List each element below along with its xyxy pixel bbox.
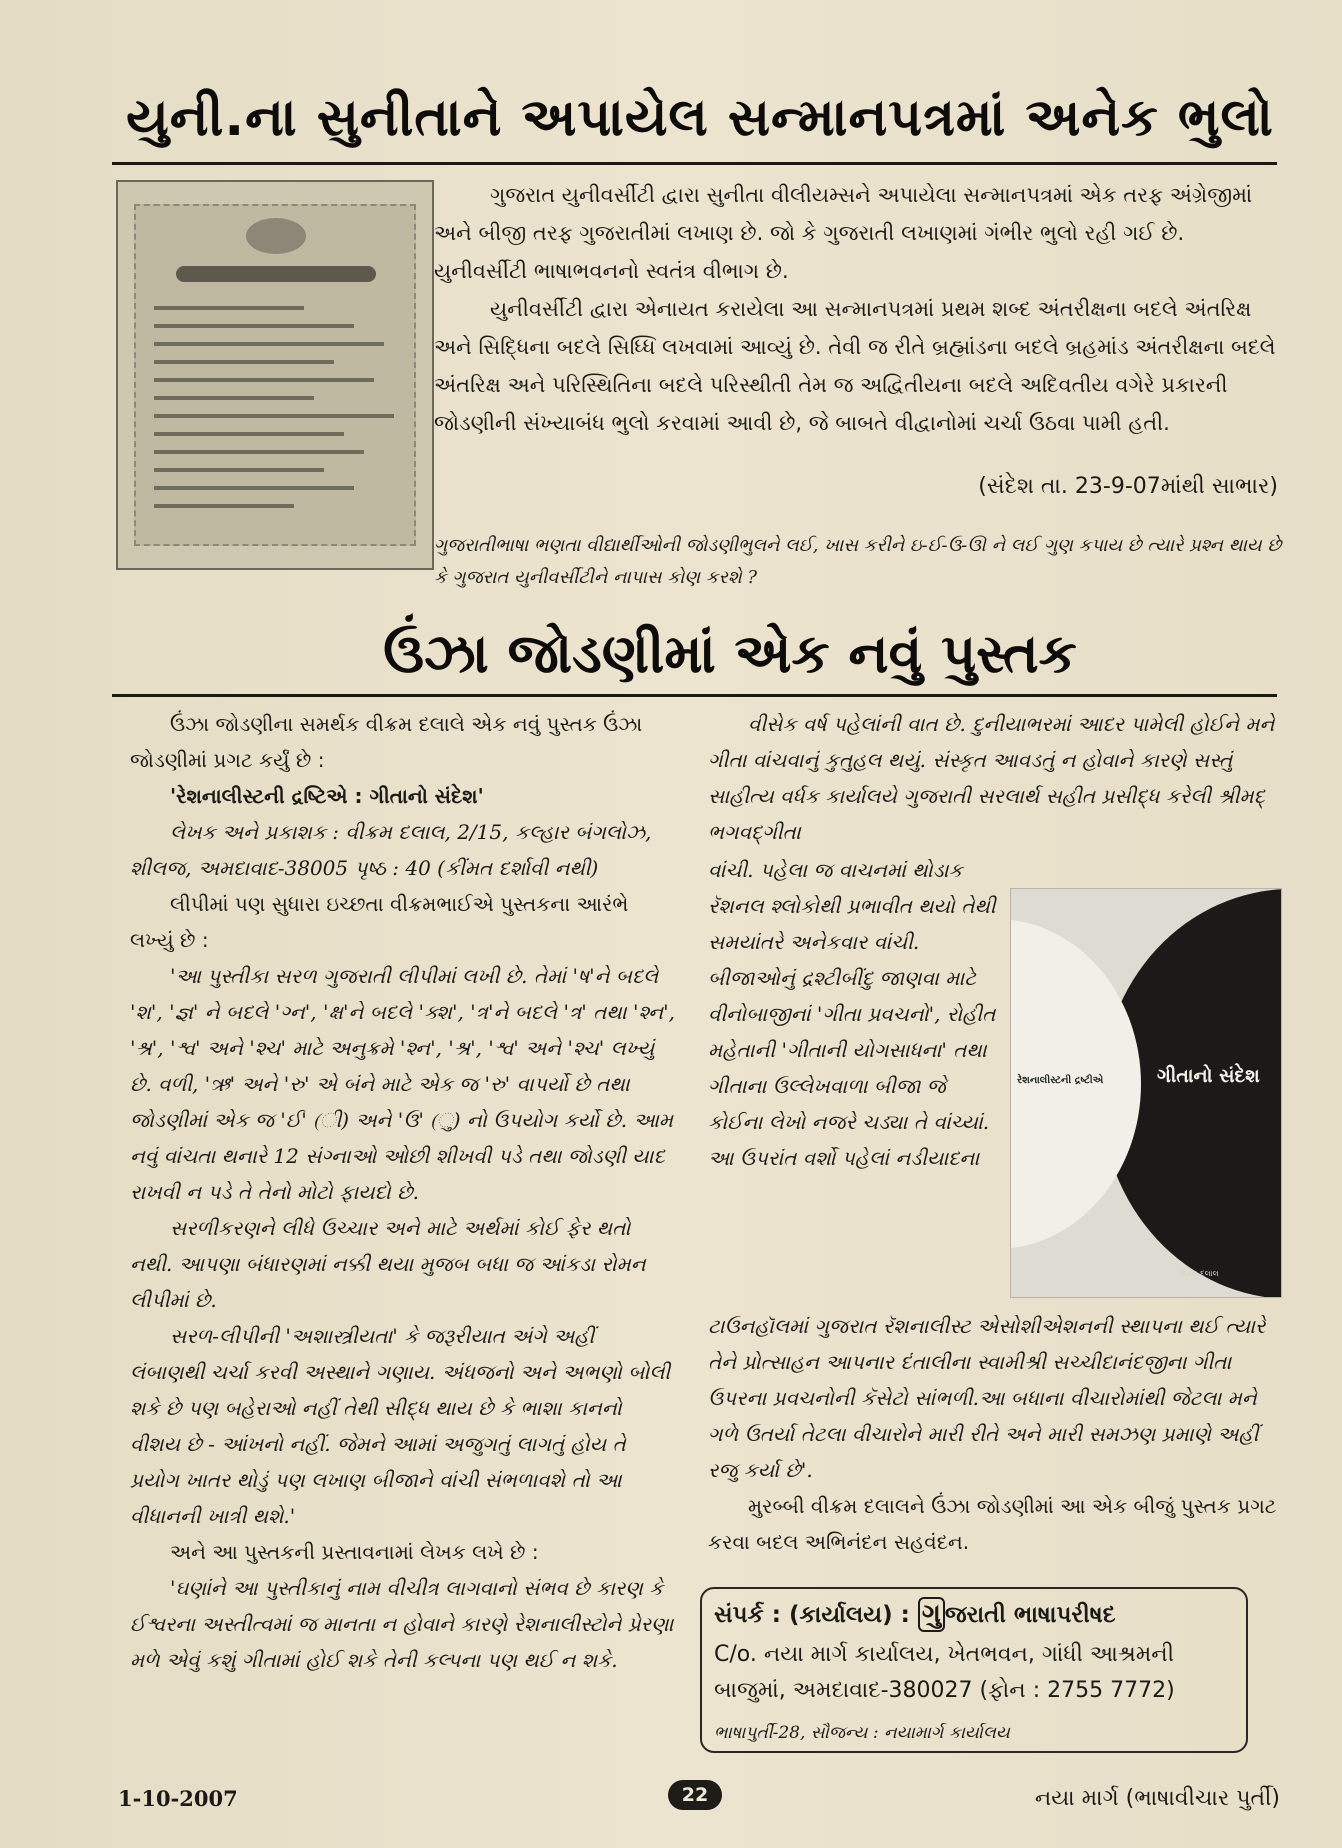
org-name: જરાતી ભાષાપરીષદ [944, 1602, 1116, 1628]
contact-label: સંપર્ક : (કાર્યાલય) : [714, 1602, 910, 1628]
book-cover-author: વીક્રમ દલાલ [1179, 1269, 1219, 1278]
book-cover-subtitle: રેશનાલીસ્ટની દ્રષ્ટીએ [1017, 1075, 1104, 1086]
page-number: 22 [668, 1780, 722, 1810]
certificate-text-line [154, 306, 304, 310]
book-cover-image [1010, 888, 1282, 1298]
certificate-text-line [154, 378, 374, 382]
certificate-text-line [154, 450, 364, 454]
certificate-title-bar [176, 266, 376, 282]
certificate-text-line [154, 432, 344, 436]
article1-caption: ગુજરાતીભાષા ભણતા વીદ્યાર્થીઓની જોડણીભુલને લઈ, ખાસ કરીને ઇ-ઈ-ઉ-ઊ ને લઈ ગુણ કપાય છે ત્યારે પ્રશ્ન થાય છે કે ગુજરાત યુનીવર્સીટીને નાપાસ કોણ કરશે ? [434, 535, 1282, 588]
footer-date: 1-10-2007 [118, 1786, 238, 1811]
right-column-bottom [708, 1308, 1283, 1560]
left-paragraph-7: અને આ પુસ્તકની પ્રસ્તાવનામાં લેખક લખે છે : [170, 1540, 539, 1564]
contact-heading [714, 1597, 1116, 1632]
right-paragraph-1: વીસેક વર્ષ પહેલાંની વાત છે. દુનીયાભરમાં આદર પામેલી હોઈને મને ગીતા વાંચવાનું કુતુહલ થયું. સંસ્કૃત આવડતું ન હોવાને કારણે સસ્તું સાહીત્ય વર્ધક કાર્યાલયે ગુજરાતી સરલાર્થ સહીત પ્રસીદ્ધ કરેલી શ્રીમદ્ ભગવદ્ગીતા [708, 712, 1275, 844]
left-column [130, 706, 675, 1678]
article1-paragraph-1: ગુજરાત યુનીવર્સીટી દ્વારા સુનીતા વીલીયમ્સને અપાયેલા સન્માનપત્રમાં એક તરફ અંગ્રેજીમાં અને બીજી તરફ ગુજરાતીમાં લખાણ છે. જો કે ગુજરાતી લખાણમાં ગંભીર ભુલો રહી ગઈ છે. યુનીવર્સીટી ભાષાભવનનો સ્વતંત્ર વીભાગ છે. [434, 183, 1253, 283]
left-paragraph-1: ઉંઝા જોડણીના સમર્થક વીક્રમ દલાલે એક નવું પુસ્તક ઉંઝા જોડણીમાં પ્રગટ કર્યું છે : [130, 712, 643, 772]
book-details: લેખક અને પ્રકાશક : વીક્રમ દલાલ, 2/15, કલ્હાર બંગલોઝ, શીલજ, અમદાવાદ-38005 પૃષ્ઠ : 40 (કીંમત દર્શાવી નથી) [130, 820, 652, 880]
certificate-text-line [154, 468, 324, 472]
contact-address: C/o. નયા માર્ગ કાર્યાલય, ખેતભવન, ગાંધી આશ્રમની બાજુમાં, અમદાવાદ-380027 (ફોન : 2755 7772) [714, 1642, 1175, 1703]
certificate-border [134, 204, 416, 546]
right-column-wrap [708, 852, 1000, 1176]
certificate-image [116, 180, 434, 570]
book-title-line: 'રેશનાલીસ્ટની દ્રષ્ટિએ : ગીતાનો સંદેશ' [170, 784, 484, 808]
left-paragraph-6: સરળ-લીપીની 'અશાસ્ત્રીયતા' કે જરૂરીયાત અંગે અહીં લંબાણથી ચર્ચા કરવી અસ્થાને ગણાય. અંધજનો અને અભણો બોલી શકે છે પણ બહેરાઓ નહીં તેથી સીદ્ધ થાય છે કે ભાશા કાનનો વીશય છે - આંખનો નહીં. જેમને આમાં અજુગતું લાગતું હોય તે પ્રયોગ ખાતર થોડું પણ લખાણ બીજાને વાંચી સંભળાવશે તો આ વીધાનની ખાત્રી થશે.' [130, 1324, 671, 1528]
certificate-text-line [154, 486, 354, 490]
article2-headline: ઉંઝા જોડણીમાં એક નવું પુસ્તક [383, 622, 1077, 685]
right-paragraph-1b: વાંચી. પહેલા જ વાચનમાં થોડાક રૅશનલ શ્લોકોથી પ્રભાવીત થયો તેથી સમયાંતરે અનેકવાર વાંચી. બીજાઓનું દ્રશ્ટીબીંદુ જાણવા માટે વીનોબાજીનાં 'ગીતા પ્રવચનો', રોહીત મહેતાની 'ગીતાની યોગસાધના' તથા ગીતાના ઉલ્લેખવાળા બીજા જે કોઈના લેખો નજરે ચડ્યા તે વાંચ્યાં. આ ઉપરાંત વર્શો પહેલાં નડીયાદના [708, 858, 996, 1170]
right-paragraph-2: ટાઉનહૉલમાં ગુજરાત રૅશનાલીસ્ટ એસોશીએશનની સ્થાપના થઈ ત્યારે તેને પ્રોત્સાહન આપનાર દંતાલીના સ્વામીશ્રી સચ્ચીદાનંદજીના ગીતા ઉપરના પ્રવચનોની કૅસેટો સાંભળી.આ બધાના વીચારોમાંથી જેટલા મને ગળે ઉતર્યા તેટલા વીચારોને મારી રીતે અને મારી સમઝણ પ્રમાણે અહીં રજુ કર્યા છે'. [708, 1314, 1266, 1482]
org-initial: ગુ [918, 1597, 945, 1632]
publication-name: નયા માર્ગ (ભાષાવીચાર પુર્તી) [1034, 1786, 1280, 1811]
left-paragraph-5: સરળીકરણને લીધે ઉચ્ચાર અને માટે અર્થમાં કોઈ ફેર થતો નથી. આપણા બંધારણમાં નક્કી થયા મુજબ બધા જ આંકડા રોમન લીપીમાં છે. [130, 1216, 646, 1312]
contact-footnote: ભાષાપુર્તી-28, સૌજન્ય : નયામાર્ગ કાર્યાલય [714, 1723, 1010, 1743]
left-paragraph-8: 'ઘણાંને આ પુસ્તીકાનું નામ વીચીત્ર લાગવાનો સંભવ છે કારણ કે ઈશ્વરના અસ્તીત્વમાં જ માનતા ન હોવાને કારણે રેશનાલીસ્ટોને પ્રેરણા મળે એવું કશું ગીતામાં હોઈ શકે તેની કલ્પના પણ થઈ ન શકે. [130, 1576, 674, 1672]
right-paragraph-3: મુરબ્બી વીક્રમ દલાલને ઉંઝા જોડણીમાં આ એક બીજું પુસ્તક પ્રગટ કરવા બદલ અભિનંદન સહવંદન. [708, 1494, 1277, 1554]
headline-rule-1 [112, 162, 1277, 165]
article1-headline: યુની.ના સુનીતાને અપાયેલ સન્માનપત્રમાં અનેક ભુલો [126, 88, 1274, 148]
headline-rule-2 [112, 694, 1277, 697]
certificate-text-line [154, 360, 334, 364]
right-column-top [708, 706, 1283, 850]
certificate-seal-icon [246, 218, 306, 254]
left-paragraph-4: 'આ પુસ્તીકા સરળ ગુજરાતી લીપીમાં લખી છે. તેમાં 'ષ'ને બદલે 'શ', 'જ્ઞ' ને બદલે 'ગ્ન', 'ક્ષ'ને બદલે 'ક્શ', 'ત્ર'ને બદલે 'ત્ર' તથા 'શ્ન', 'શ્ર', 'શ્વ' અને 'શ્ચ' માટે અનુક્રમે 'શ્ન', 'શ્ર', 'શ્વ' અને 'શ્ચ' લખ્યું છે. વળી, 'ઋ' અને 'રુ' એ બંને માટે એક જ 'રુ' વાપર્યો છે તથા જોડણીમાં એક જ 'ઈ' (ી) અને 'ઉ' (ુ) નો ઉપયોગ કર્યો છે. આમ નવું વાંચતા થનારે 12 સંગ્નાઓ ઓછી શીખવી પડે તથા જોડણી યાદ રાખવી ન પડે તે તેનો મોટો ફાયદો છે. [130, 964, 675, 1204]
left-paragraph-3: લીપીમાં પણ સુધારા ઇચ્છતા વીક્રમભાઈએ પુસ્તકના આરંભે લખ્યું છે : [130, 892, 629, 952]
certificate-text-line [154, 342, 384, 346]
book-cover-title: ગીતાનો સંદેશ [1157, 1065, 1260, 1087]
certificate-text-line [154, 324, 354, 328]
article1-paragraph-2: યુનીવર્સીટી દ્વારા એનાયત કરાયેલા આ સન્માનપત્રમાં પ્રથમ શબ્દ અંતરીક્ષના બદલે અંતરિક્ષ અને સિદ્ધિના બદલે સિધ્ધિ લખવામાં આવ્યું છે. તેવી જ રીતે બ્રહ્માંડના બદલે બ્રહમાંડ અંતરીક્ષના બદલે અંતરિક્ષ અને પરિસ્થિતિના બદલે પરિસ્થીતી તેમ જ અદ્વિતીયના બદલે અદિવતીય વગેરે પ્રકારની જોડણીની સંખ્યાબંધ ભુલો કરવામાં આવી છે, જે બાબતે વીદ્વાનોમાં ચર્ચા ઉઠવા પામી હતી. [434, 297, 1276, 435]
certificate-text-line [154, 504, 294, 508]
certificate-text-line [154, 396, 314, 400]
contact-box [700, 1587, 1248, 1753]
certificate-text-line [154, 414, 394, 418]
article1-source: (સંદેશ તા. 23-9-07માંથી સાભાર) [978, 474, 1278, 499]
